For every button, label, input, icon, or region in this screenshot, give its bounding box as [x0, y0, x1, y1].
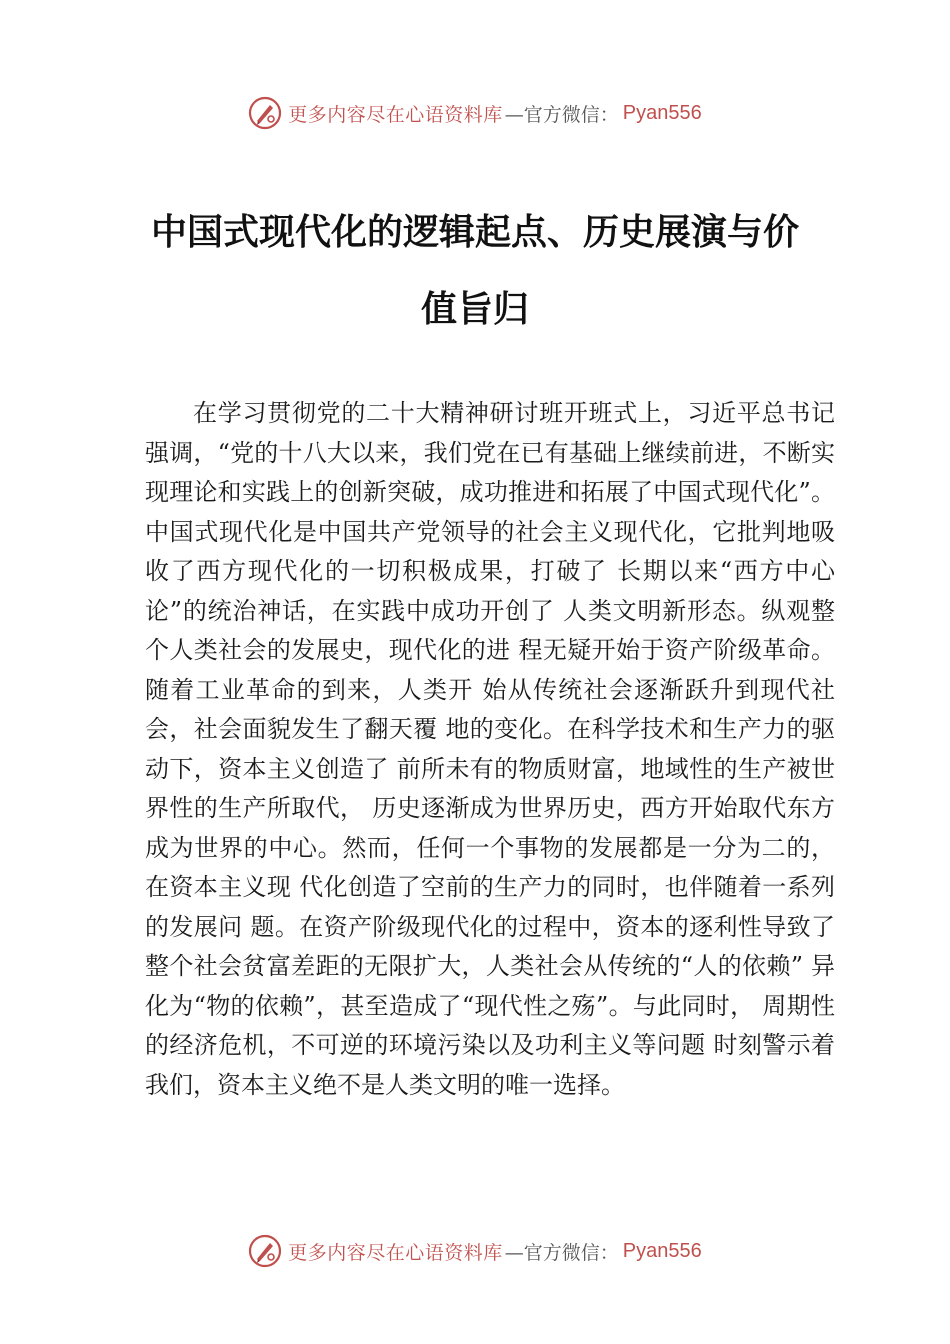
footer-watermark-banner [0, 1231, 950, 1271]
body-paragraph: 在学习贯彻党的二十大精神研讨班开班式上，习近平总书记强调，“党的十八大以来，我们党在已有基础上继续前进，不断实现理论和实践上的创新突破，成功推进和拓展了中国式现代化”。中国式现代化是中国共产党领导的社会主义现代化，它批判地吸收了西方现代化的一切积极成果，打破了 长期以来“西方中心论”的统治神话，在实践中成功开创了 人类文明新形态。纵观整个人类社会的发展史，现代化的进 程无疑开始于资产阶级革命。随着工业革命的到来，人类开 始从传统社会逐渐跃升到现代社会，社会面貌发生了翻天覆 地的变化。在科学技术和生产力的驱动下，资本主义创造了 前所未有的物质财富，地域性的生产被世界性的生产所取代， 历史逐渐成为世界历史，西方开始取代东方成为世界的中心。然而，任何一个事物的发展都是一分为二的，在资本主义现 代化创造了空前的生产力的同时，也伴随着一系列的发展问 题。在资产阶级现代化的过程中，资本的逐利性导致了整个社会贫富差距的无限扩大，人类社会从传统的“人的依赖” 异化为“物的依赖”，甚至造成了“现代性之殇”。与此同时， 周期性的经济危机，不可逆的环境污染以及功利主义等问题 时刻警示着我们，资本主义绝不是人类文明的唯一选择。 [145, 399, 835, 1099]
banner-wechat-id: Pyan556 [622, 1239, 702, 1262]
banner-sub-text: —官方微信： [504, 103, 619, 126]
banner-wechat-id: Pyan556 [622, 101, 702, 124]
document-title-line-2: 值旨归 [420, 288, 529, 330]
quill-logo-icon [248, 96, 282, 130]
header-watermark-banner [0, 93, 950, 133]
quill-logo-icon [248, 1234, 282, 1268]
banner-main-text: 更多内容尽在心语资料库 [288, 103, 503, 126]
banner-main-text: 更多内容尽在心语资料库 [288, 1241, 503, 1264]
banner-sub-text: —官方微信： [504, 1241, 619, 1264]
document-title-line-1: 中国式现代化的逻辑起点、历史展演与价 [150, 211, 799, 253]
